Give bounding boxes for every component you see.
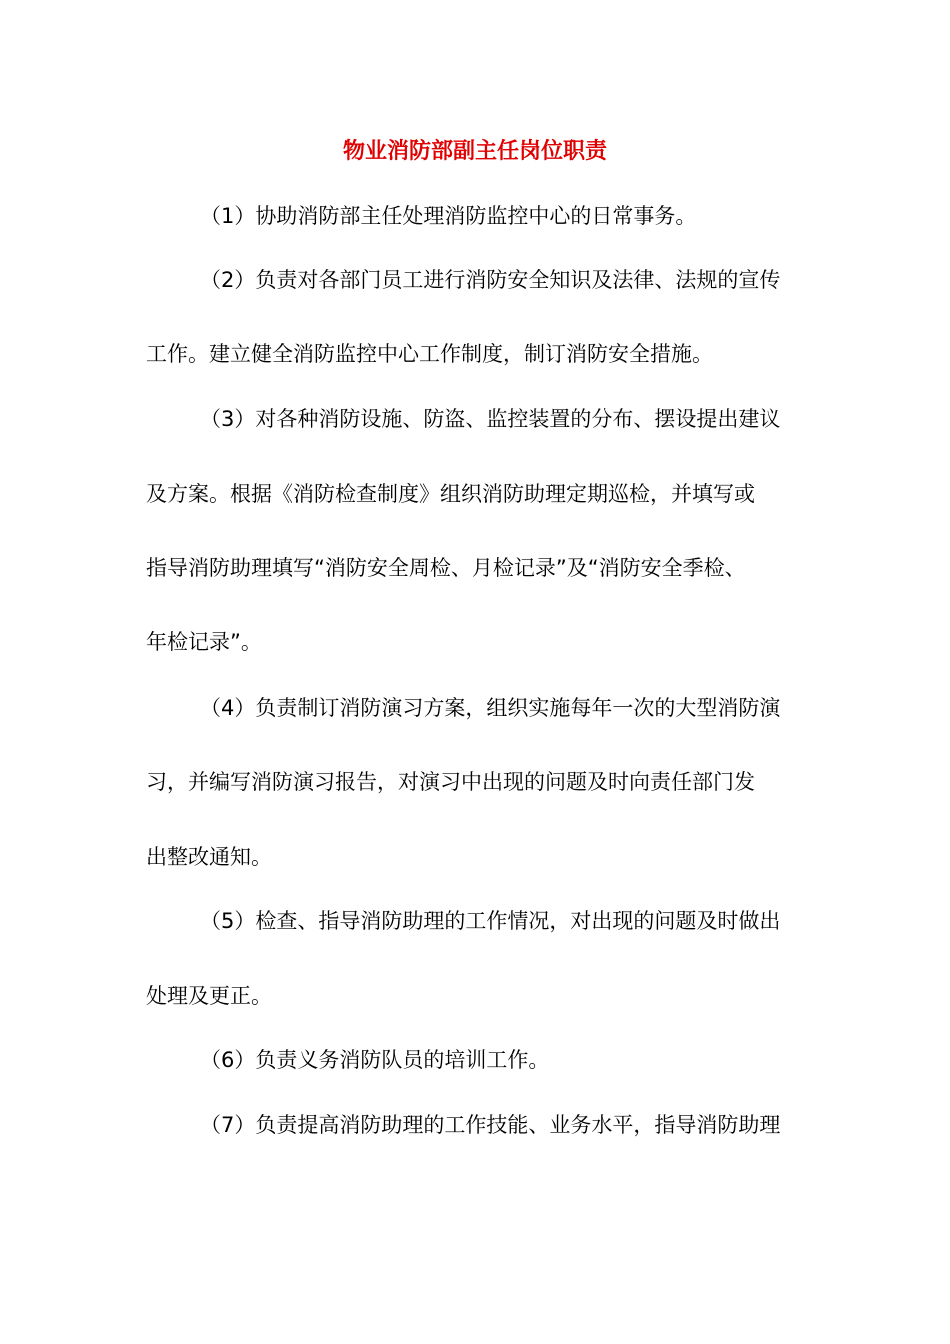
duty-5-line-1: （5）检查、指导消防助理的工作情况，对出现的问题及时做出	[200, 909, 781, 933]
duty-2-line-2: 工作。建立健全消防监控中心工作制度，制订消防安全措施。	[146, 342, 713, 366]
duty-5-line-2: 处理及更正。	[146, 984, 272, 1008]
duty-2-line-1: （2）负责对各部门员工进行消防安全知识及法律、法规的宣传	[200, 268, 781, 292]
duty-3-line-3: 指导消防助理填写“消防安全周检、月检记录”及“消防安全季检、	[146, 556, 746, 580]
duty-4-line-2: 习，并编写消防演习报告，对演习中出现的问题及时向责任部门发	[146, 770, 755, 794]
duty-6-line-1: （6）负责义务消防队员的培训工作。	[200, 1048, 550, 1072]
duty-3-line-2: 及方案。根据《消防检查制度》组织消防助理定期巡检，并填写或	[146, 482, 755, 506]
duty-4-line-1: （4）负责制订消防演习方案，组织实施每年一次的大型消防演	[200, 696, 781, 720]
duty-4-line-3: 出整改通知。	[146, 845, 272, 869]
duty-3-line-4: 年检记录”。	[146, 630, 262, 654]
duty-7-line-1: （7）负责提高消防助理的工作技能、业务水平，指导消防助理	[200, 1113, 781, 1137]
duty-1-line-1: （1）协助消防部主任处理消防监控中心的日常事务。	[200, 204, 697, 228]
document-title: 物业消防部副主任岗位职责	[342, 139, 607, 164]
duty-3-line-1: （3）对各种消防设施、防盗、监控装置的分布、摆设提出建议	[200, 407, 781, 431]
